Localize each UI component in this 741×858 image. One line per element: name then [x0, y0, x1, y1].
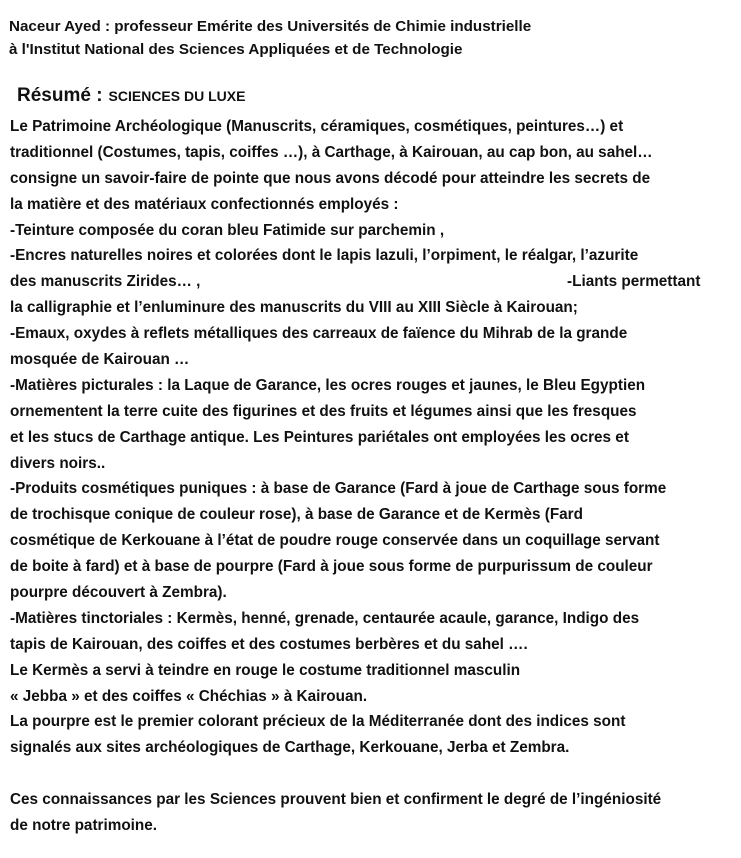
text-line: -Matières tinctoriales : Kermès, henné, grenade, centaurée acaule, garance, Indigo des: [10, 609, 640, 627]
text-line: -Matières picturales : la Laque de Garance, les ocres rouges et jaunes, le Bleu Egyptien: [10, 376, 646, 394]
text-line: Le Patrimoine Archéologique (Manuscrits, céramiques, cosmétiques, peintures…) et: [10, 118, 624, 135]
text-line: La pourpre est le premier colorant précieux de la Méditerranée dont des indices sont: [10, 713, 626, 731]
text-line: -Emaux, oxydes à reflets métalliques des carreaux de faïence du Mihrab de la grande: [10, 325, 628, 343]
text-line: cosmétique de Kerkouane à l’état de poudre rouge conservée dans un coquillage servant: [10, 532, 660, 550]
text-line: -Teinture composée du coran bleu Fatimide sur parchemin ,: [10, 221, 445, 239]
author-line: Naceur Ayed : professeur Emérite des Universités de Chimie industrielle: [9, 18, 532, 35]
text-line: Le Kermès a servi à teindre en rouge le costume traditionnel masculin: [10, 661, 521, 679]
abstract-title: SCIENCES DU LUXE: [108, 88, 246, 104]
text-line: mosquée de Kairouan …: [10, 351, 190, 369]
text-line: ornementent la terre cuite des figurines et des fruits et légumes ainsi que les fresques: [10, 402, 637, 420]
text-line: et les stucs de Carthage antique. Les Peintures pariétales ont employées les ocres et: [10, 428, 629, 446]
text-line: consigne un savoir-faire de pointe que nous avons décodé pour atteindre les secrets de: [10, 169, 651, 187]
text-line: divers noirs..: [10, 454, 106, 472]
text-line: de trochisque conique de couleur rose), à base de Garance et de Kermès (Fard: [10, 506, 583, 524]
text-line: de boite à fard) et à base de pourpre (Fard à joue sous forme de purpurissum de couleur: [10, 558, 653, 576]
text-line: la calligraphie et l’enluminure des manuscrits du VIII au XIII Siècle à Kairouan;: [10, 299, 578, 317]
abstract-body: [10, 114, 735, 839]
text-line: -Produits cosmétiques puniques : à base de Garance (Fard à joue de Carthage sous forme: [10, 480, 667, 498]
text-segment: -Liants permettant: [567, 273, 701, 291]
text-line: de notre patrimoine.: [10, 817, 158, 835]
text-line: tapis de Kairouan, des coiffes et des costumes berbères et du sahel ….: [10, 635, 528, 653]
text-line: Ces connaissances par les Sciences prouvent bien et confirment le degré de l’ingéniosité: [10, 791, 662, 809]
abstract-heading: [17, 85, 245, 107]
text-line: « Jebba » et des coiffes « Chéchias » à Kairouan.: [10, 687, 368, 705]
paragraph-gap: [10, 761, 735, 787]
text-line: [10, 269, 735, 295]
author-affiliation: à l'Institut National des Sciences Appliquées et de Technologie: [9, 41, 463, 58]
text-line: signalés aux sites archéologiques de Carthage, Kerkouane, Jerba et Zembra.: [10, 739, 570, 757]
text-line: pourpre découvert à Zembra).: [10, 584, 227, 602]
text-line: la matière et des matériaux confectionnés employés :: [10, 195, 399, 213]
author-block: [9, 15, 531, 61]
text-line: traditionnel (Costumes, tapis, coiffes …), à Carthage, à Kairouan, au cap bon, au sahel…: [10, 143, 653, 161]
text-line: -Encres naturelles noires et colorées dont le lapis lazuli, l’orpiment, le réalgar, l’azurite: [10, 247, 639, 265]
resume-label: Résumé :: [17, 85, 103, 106]
text-segment: des manuscrits Zirides… ,: [10, 273, 201, 291]
